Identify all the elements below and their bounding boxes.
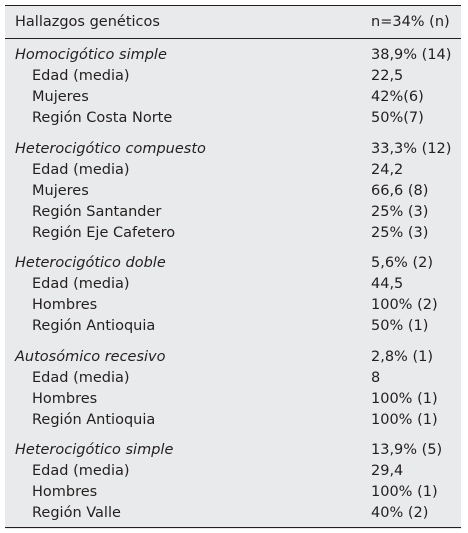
group-label: Heterocigótico compuesto: [15, 140, 206, 157]
row-value: 42%(6): [371, 89, 424, 105]
row-value: 100% (1): [371, 484, 438, 500]
row-value: 44,5: [371, 276, 404, 292]
row-label: Hombres: [32, 390, 98, 407]
row-label: Región Eje Cafetero: [32, 224, 176, 241]
row-label: Región Costa Norte: [32, 110, 173, 126]
row-label: Región Antioquia: [32, 318, 156, 334]
group-label: Heterocigótico simple: [15, 442, 174, 458]
row-value: 100% (2): [371, 297, 438, 313]
row-value: 25% (3): [371, 224, 429, 241]
row-label: Edad (media): [32, 369, 130, 386]
table-bottom-rule: [5, 527, 461, 528]
row-value: 29,4: [371, 463, 404, 479]
row-label: Edad (media): [32, 161, 130, 178]
row-label: Mujeres: [32, 89, 89, 105]
row-value: 25% (3): [371, 203, 429, 220]
row-label: Edad (media): [32, 68, 130, 84]
row-label: Región Antioquia: [32, 411, 156, 428]
row-label: Edad (media): [32, 463, 130, 479]
group-value: 38,9% (14): [371, 47, 452, 63]
group-value: 5,6% (2): [371, 255, 433, 271]
row-value: 100% (1): [371, 411, 438, 428]
group-value: 33,3% (12): [371, 140, 452, 157]
table-header: [5, 5, 461, 39]
row-value: 50% (1): [371, 318, 429, 334]
row-label: Hombres: [32, 484, 98, 500]
row-value: 50%(7): [371, 110, 424, 126]
group-value: 2,8% (1): [371, 348, 433, 365]
row-value: 66,6 (8): [371, 182, 429, 199]
group-label: Heterocigótico doble: [15, 255, 166, 271]
group-value: 13,9% (5): [371, 442, 443, 458]
group-label: Homocigótico simple: [15, 47, 167, 63]
row-value: 100% (1): [371, 390, 438, 407]
genetic-findings-table: [5, 5, 461, 529]
row-label: Región Santander: [32, 203, 162, 220]
row-label: Región Valle: [32, 505, 121, 521]
row-value: 24,2: [371, 161, 404, 178]
row-label: Hombres: [32, 297, 98, 313]
row-value: 8: [371, 369, 381, 386]
row-value: 22,5: [371, 68, 404, 84]
header-n: n=34% (n): [371, 14, 450, 30]
group-label: Autosómico recesivo: [15, 348, 166, 365]
row-label: Mujeres: [32, 182, 89, 199]
row-value: 40% (2): [371, 505, 429, 521]
row-label: Edad (media): [32, 276, 130, 292]
header-findings: Hallazgos genéticos: [15, 14, 160, 30]
